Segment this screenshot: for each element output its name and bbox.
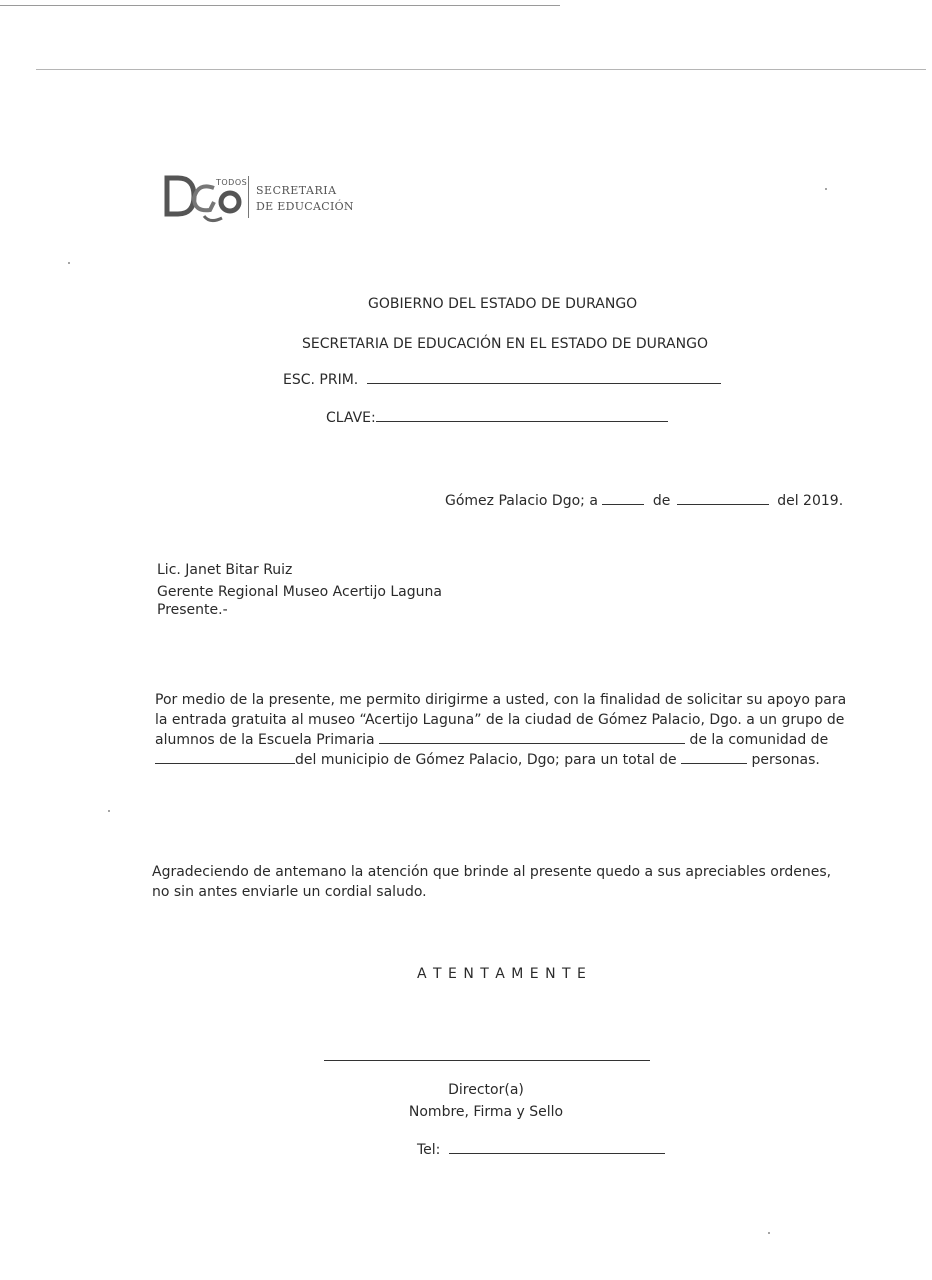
date-year: del 2019. bbox=[777, 493, 844, 509]
school-field bbox=[283, 372, 721, 388]
body-line-4-end: personas. bbox=[751, 752, 820, 768]
signature-fields-label: Nombre, Firma y Sello bbox=[408, 1104, 564, 1120]
key-blank-line[interactable] bbox=[376, 420, 668, 422]
scan-speck bbox=[108, 810, 110, 812]
header-gobierno: GOBIERNO DEL ESTADO DE DURANGO bbox=[368, 296, 638, 312]
key-field bbox=[326, 410, 668, 426]
closing-paragraph bbox=[152, 862, 832, 902]
tel-field bbox=[417, 1142, 665, 1158]
date-line bbox=[445, 493, 843, 509]
logo-divider bbox=[248, 176, 249, 218]
logo-secretaria-text: SECRETARIA bbox=[256, 184, 337, 197]
scan-speck bbox=[825, 188, 827, 190]
body-line-3-start: alumnos de la Escuela Primaria bbox=[155, 732, 375, 748]
addressee-presente: Presente.- bbox=[157, 602, 228, 618]
community-blank-line[interactable] bbox=[155, 762, 295, 764]
body-line-4-start: del municipio de Gómez Palacio, Dgo; para un total de bbox=[295, 752, 677, 768]
date-de: de bbox=[652, 493, 671, 509]
day-blank-line[interactable] bbox=[602, 503, 644, 505]
body-line-3 bbox=[155, 730, 833, 750]
scan-edge-line-secondary bbox=[36, 69, 926, 70]
body-line-1: Por medio de la presente, me permito dirigirme a usted, con la finalidad de solicitar su apoyo para bbox=[155, 692, 847, 708]
month-blank-line[interactable] bbox=[677, 503, 769, 505]
body-paragraph bbox=[155, 690, 847, 770]
total-blank-line[interactable] bbox=[681, 762, 747, 764]
school-name-blank-line[interactable] bbox=[379, 742, 685, 744]
body-line-3-end: de la comunidad de bbox=[689, 732, 829, 748]
director-label: Director(a) bbox=[448, 1082, 524, 1098]
header-secretaria: SECRETARIA DE EDUCACIÓN EN EL ESTADO DE DURANGO bbox=[302, 336, 708, 352]
closing-line-2: no sin antes enviarle un cordial saludo. bbox=[152, 884, 427, 900]
atentamente: A T E N T A M E N T E bbox=[417, 966, 587, 982]
scan-edge-line-top bbox=[0, 5, 560, 6]
school-blank-line[interactable] bbox=[367, 382, 721, 384]
closing-line-1: Agradeciendo de antemano la atención que brinde al presente quedo a sus apreciables ordenes, bbox=[152, 864, 832, 880]
tel-label: Tel: bbox=[417, 1142, 441, 1158]
key-label: CLAVE: bbox=[326, 410, 376, 426]
logo-educacion-text: DE EDUCACIÓN bbox=[256, 200, 354, 213]
signature-line[interactable] bbox=[324, 1060, 650, 1061]
secretaria-educacion-logo bbox=[164, 172, 364, 228]
scan-speck bbox=[68, 262, 70, 264]
logo-todos-text: TODOS bbox=[216, 178, 248, 187]
body-line-2: la entrada gratuita al museo “Acertijo Laguna” de la ciudad de Gómez Palacio, Dgo. a un grupo de bbox=[155, 712, 845, 728]
scan-speck bbox=[768, 1232, 770, 1234]
date-place: Gómez Palacio Dgo; a bbox=[445, 493, 598, 509]
addressee-title: Gerente Regional Museo Acertijo Laguna bbox=[157, 584, 442, 600]
school-label: ESC. PRIM. bbox=[283, 372, 359, 388]
body-line-4 bbox=[155, 750, 833, 770]
addressee-name: Lic. Janet Bitar Ruiz bbox=[157, 562, 293, 578]
tel-blank-line[interactable] bbox=[449, 1152, 665, 1154]
